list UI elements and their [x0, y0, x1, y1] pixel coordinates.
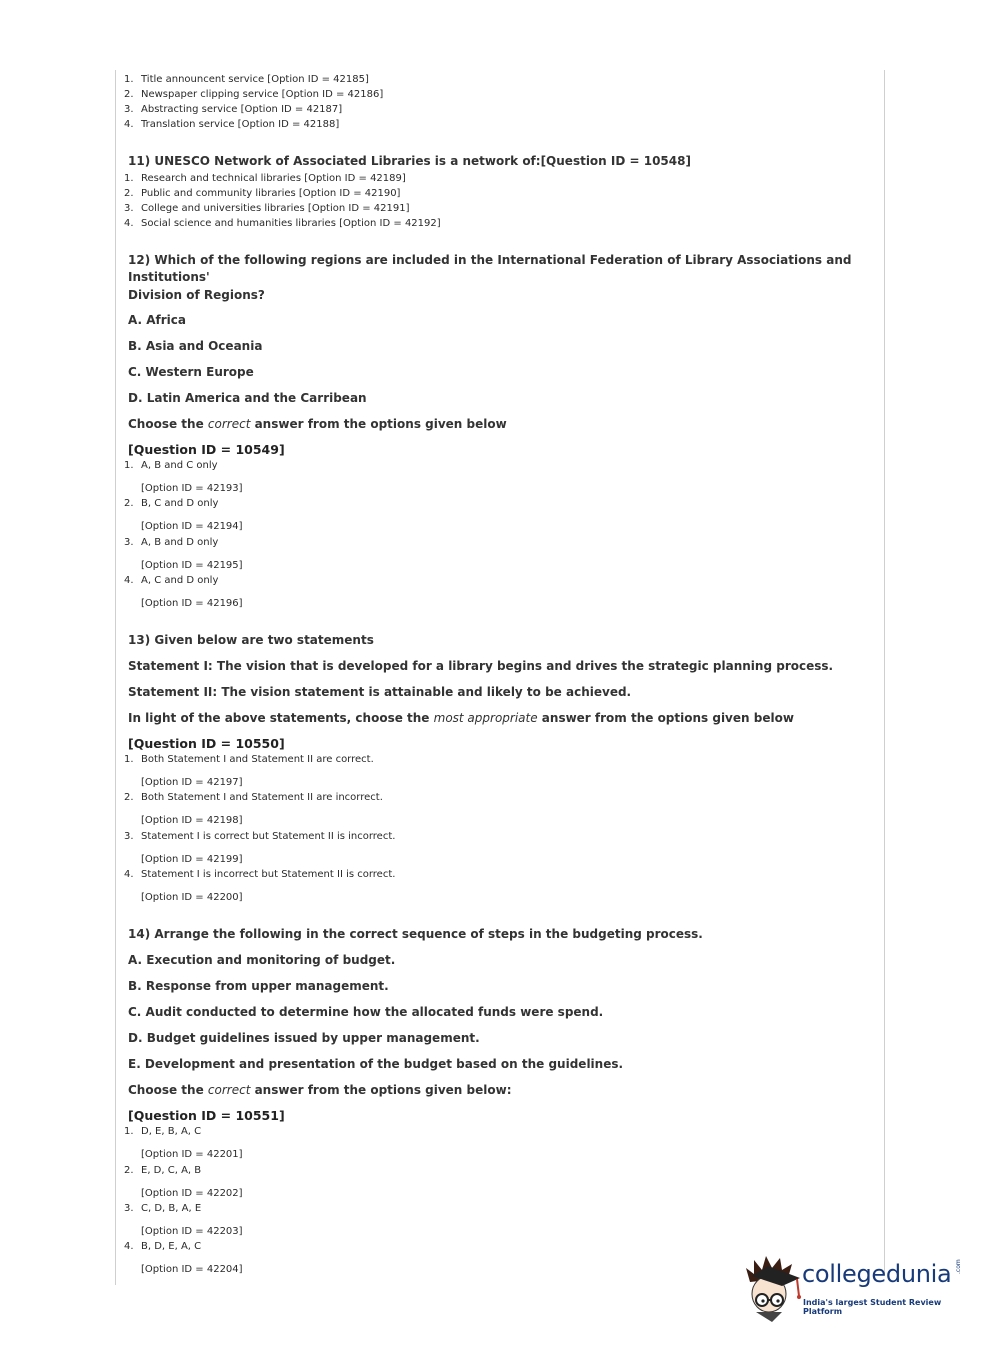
option-item: 3. College and universities libraries [Option ID = 42191] [124, 202, 410, 214]
option-item: 3. Abstracting service [Option ID = 42187] [124, 104, 343, 115]
q14-title: 14) Arrange the following in the correct sequence of steps in the budgeting process. [128, 927, 703, 942]
option-item: 2. B, C and D only [Option ID = 42194] [124, 496, 854, 534]
option-item: 3. C, D, B, A, E [Option ID = 42203] [124, 1201, 854, 1239]
logo-tagline: India's largest Student Review Platform [803, 1298, 942, 1316]
q12-item-a: A. Africa [128, 313, 186, 327]
q13-options [124, 752, 854, 905]
logo-wordmark: collegedunia [802, 1260, 952, 1288]
option-id: [Option ID = 42202] [141, 1187, 243, 1199]
option-item: 1. Title announcent service [Option ID = 42185] [124, 74, 369, 85]
q14-item-b: B. Response from upper management. [128, 979, 389, 994]
option-id: [Option ID = 42196] [141, 597, 243, 609]
option-item: 1. Both Statement I and Statement II are correct. [Option ID = 42197] [124, 752, 854, 790]
option-id: [Option ID = 42199] [141, 853, 243, 865]
option-id: [Option ID = 42204] [141, 1264, 243, 1276]
option-id: [Option ID = 42195] [141, 559, 243, 571]
collegedunia-logo[interactable] [742, 1252, 967, 1324]
q13-statement-1: Statement I: The vision that is developed for a library begins and drives the strategic planning process. [128, 659, 834, 674]
left-margin-line [115, 70, 116, 1285]
option-id: [Option ID = 42194] [141, 521, 243, 533]
q14-item-a: A. Execution and monitoring of budget. [128, 953, 396, 968]
option-id: [Option ID = 42200] [141, 892, 243, 904]
option-id: [Option ID = 42203] [141, 1225, 243, 1237]
option-item: 1. A, B and C only [Option ID = 42193] [124, 458, 854, 496]
q12-options [124, 458, 854, 611]
option-item: 2. Public and community libraries [Option ID = 42190] [124, 187, 401, 199]
option-item: 2. Both Statement I and Statement II are incorrect. [Option ID = 42198] [124, 790, 854, 828]
option-id: [Option ID = 42197] [141, 777, 243, 789]
option-id: [Option ID = 42201] [141, 1149, 243, 1161]
q12-item-d: D. Latin America and the Carribean [128, 391, 367, 405]
q14-item-c: C. Audit conducted to determine how the allocated funds were spend. [128, 1005, 604, 1020]
option-item: 4. Statement I is incorrect but Statement II is correct. [Option ID = 42200] [124, 867, 854, 905]
logo-com: .com [955, 1259, 962, 1274]
option-item: 2. Newspaper clipping service [Option ID = 42186] [124, 89, 384, 100]
q14-item-d: D. Budget guidelines issued by upper management. [128, 1031, 480, 1046]
option-item: 4. A, C and D only [Option ID = 42196] [124, 573, 854, 611]
mascot-icon [742, 1252, 804, 1322]
option-item: 3. Statement I is correct but Statement II is incorrect. [Option ID = 42199] [124, 829, 854, 867]
option-id: [Option ID = 42193] [141, 483, 243, 494]
q13-question-id: [Question ID = 10550] [128, 736, 285, 752]
q13-statement-2: Statement II: The vision statement is attainable and likely to be achieved. [128, 685, 632, 700]
q14-instruction: Choose the correct answer from the options given below: [128, 1083, 512, 1098]
q12-question-id: [Question ID = 10549] [128, 442, 285, 457]
q12-instruction: Choose the correct answer from the options given below [128, 417, 507, 431]
q14-question-id: [Question ID = 10551] [128, 1108, 285, 1124]
option-item: 4. B, D, E, A, C [Option ID = 42204] [124, 1239, 854, 1277]
right-margin-line [884, 70, 885, 1275]
q12-title: 12) Which of the following regions are included in the International Federation of Library Associations and Institutions' Division of Regions? [128, 252, 852, 302]
q14-item-e: E. Development and presentation of the budget based on the guidelines. [128, 1057, 624, 1072]
option-item: 1. D, E, B, A, C [Option ID = 42201] [124, 1124, 854, 1162]
option-item: 2. E, D, C, A, B [Option ID = 42202] [124, 1163, 854, 1201]
option-id: [Option ID = 42198] [141, 815, 243, 827]
q11-options [124, 171, 854, 231]
q13-title: 13) Given below are two statements [128, 633, 374, 648]
question-paper [124, 72, 854, 1278]
q13-instruction: In light of the above statements, choose the most appropriate answer from the options given below [128, 711, 794, 726]
q11-title: 11) UNESCO Network of Associated Libraries is a network of:[Question ID = 10548] [128, 154, 691, 168]
q12-item-b: B. Asia and Oceania [128, 339, 263, 353]
option-item: 4. Social science and humanities libraries [Option ID = 42192] [124, 217, 441, 229]
q12-item-c: C. Western Europe [128, 365, 254, 379]
option-item: 4. Translation service [Option ID = 42188] [124, 119, 340, 130]
option-item: 1. Research and technical libraries [Option ID = 42189] [124, 172, 406, 184]
option-item: 3. A, B and D only [Option ID = 42195] [124, 535, 854, 573]
q10-options [124, 72, 854, 132]
